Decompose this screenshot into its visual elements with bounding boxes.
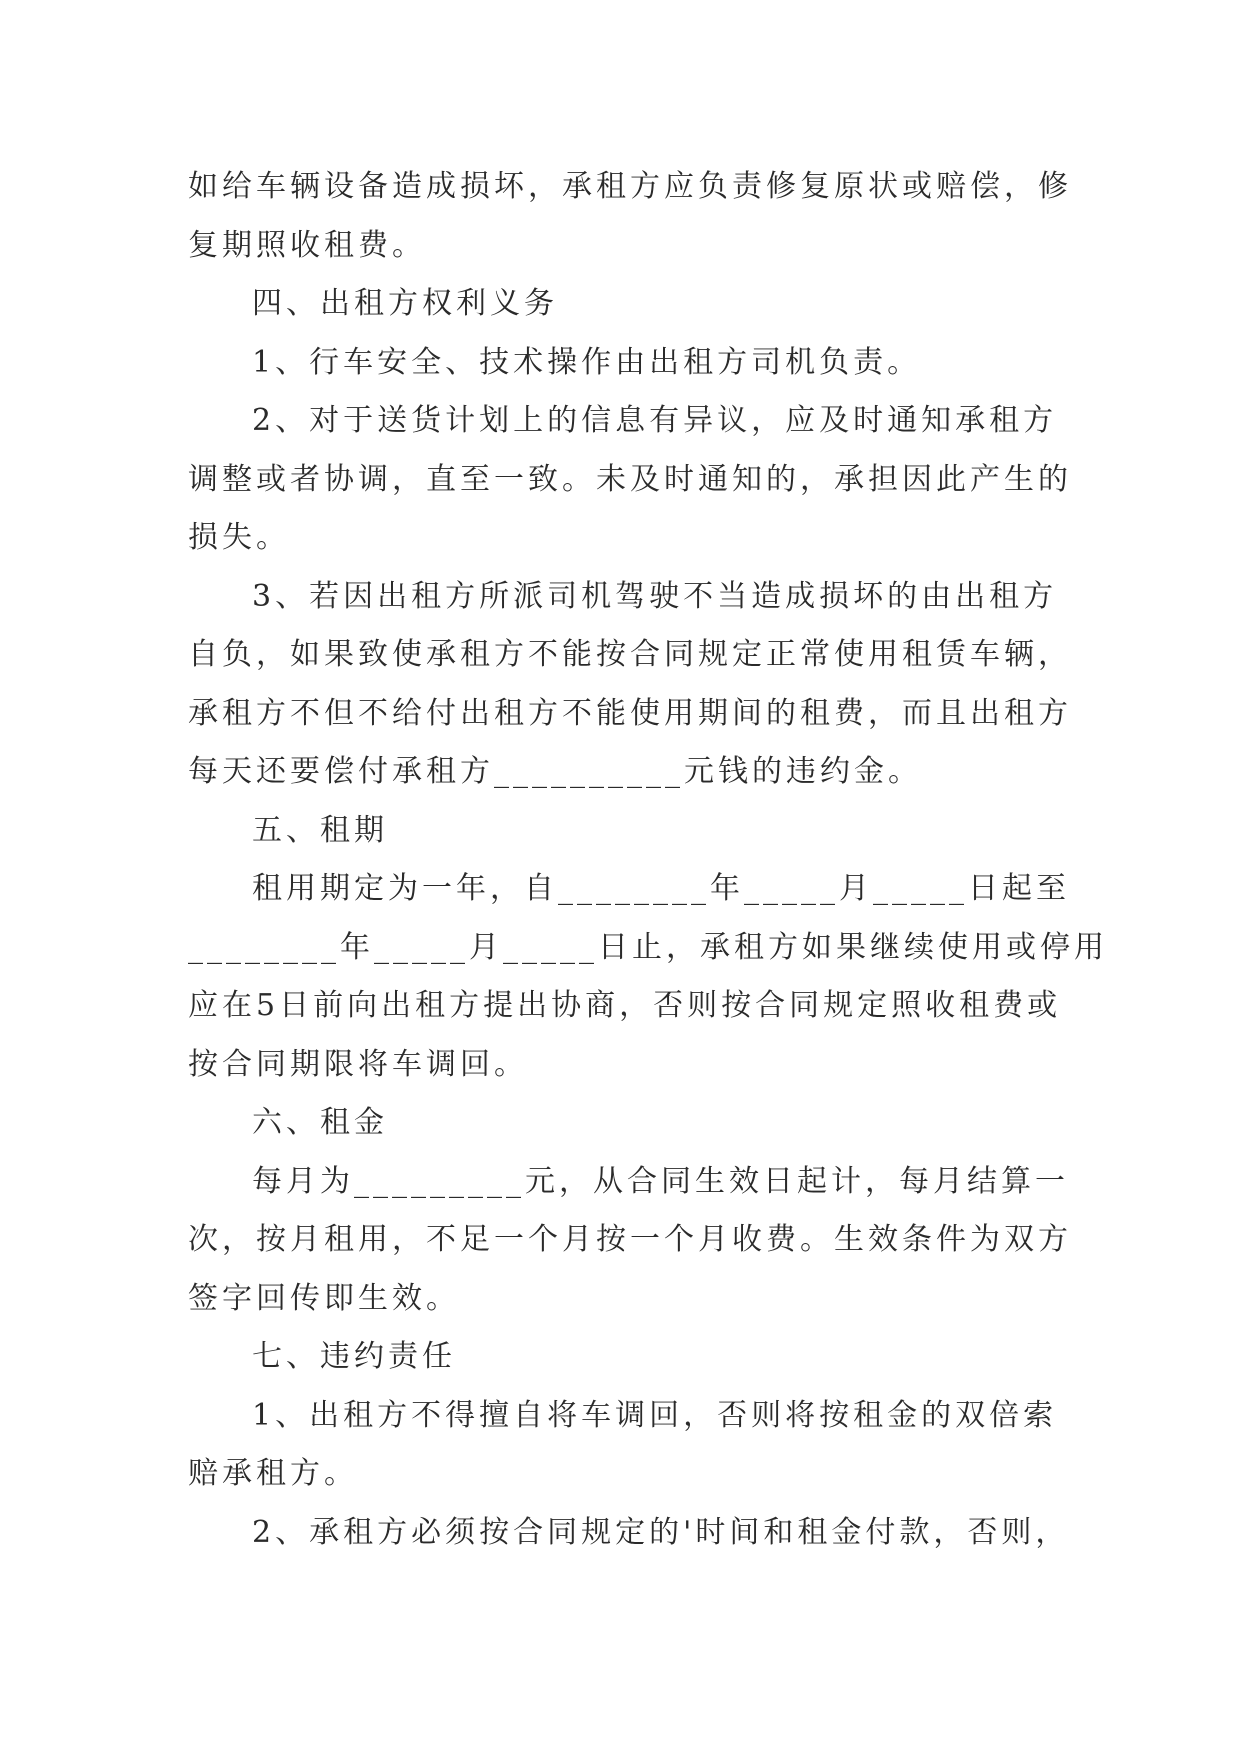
paragraph-breach-item-1 — [188, 1387, 1068, 1504]
text-line: 每天还要偿付承租方__________元钱的违约金。 — [188, 754, 922, 789]
text-line: 四、出租方权利义务 — [252, 286, 558, 321]
text-line: 租用期定为一年，自________年_____月_____日起至 — [252, 871, 1070, 906]
section-heading-rent — [188, 1094, 1068, 1153]
paragraph-lessor-item-2 — [188, 392, 1072, 568]
text-line: 每月为_________元，从合同生效日起计，每月结算一 — [252, 1163, 1069, 1199]
text-line: 赔承租方。 — [188, 1456, 358, 1491]
text-line: ________年_____月_____日止，承租方如果继续使用或停用 — [188, 929, 1108, 965]
section-heading-lease-term — [188, 802, 1068, 861]
paragraph-lessor-item-1 — [188, 334, 1068, 393]
text-line: 调整或者协调，直至一致。未及时通知的，承担因此产生的 — [188, 461, 1072, 497]
text-line: 签字回传即生效。 — [188, 1280, 460, 1316]
paragraph-rent — [188, 1153, 1072, 1329]
text-line: 损失。 — [188, 520, 290, 555]
text-line: 六、租金 — [252, 1105, 388, 1140]
text-line: 复期照收租费。 — [188, 227, 426, 263]
text-line: 如给车辆设备造成损坏，承租方应负责修复原状或赔偿，修 — [188, 169, 1072, 204]
paragraph-breach-item-2 — [188, 1504, 1068, 1563]
section-heading-breach-liability — [188, 1328, 1068, 1387]
text-line: 承租方不但不给付出租方不能使用期间的租费，而且出租方 — [188, 695, 1072, 731]
text-line: 1、出租方不得擅自将车调回，否则将按租金的双倍索 — [252, 1397, 1058, 1433]
text-line: 2、承租方必须按合同规定的'时间和租金付款，否则， — [252, 1514, 1070, 1550]
paragraph-lessor-item-3 — [188, 568, 1072, 802]
paragraph-repair-liability — [188, 158, 1072, 275]
text-line: 七、违约责任 — [252, 1339, 456, 1374]
text-line: 应在5日前向出租方提出协商，否则按合同规定照收租费或 — [188, 988, 1062, 1023]
text-line: 次，按月租用，不足一个月按一个月收费。生效条件为双方 — [188, 1222, 1072, 1257]
text-line: 自负，如果致使承租方不能按合同规定正常使用租赁车辆， — [188, 637, 1072, 672]
text-line: 五、租期 — [252, 812, 388, 848]
text-line: 3、若因出租方所派司机驾驶不当造成损坏的由出租方 — [252, 578, 1058, 614]
paragraph-lease-term — [188, 860, 1108, 1094]
section-heading-lessor-rights — [188, 275, 1068, 334]
text-line: 1、行车安全、技术操作由出租方司机负责。 — [252, 344, 922, 380]
document-body — [188, 158, 1108, 1562]
text-line: 按合同期限将车调回。 — [188, 1046, 528, 1082]
text-line: 2、对于送货计划上的信息有异议，应及时通知承租方 — [252, 403, 1058, 438]
